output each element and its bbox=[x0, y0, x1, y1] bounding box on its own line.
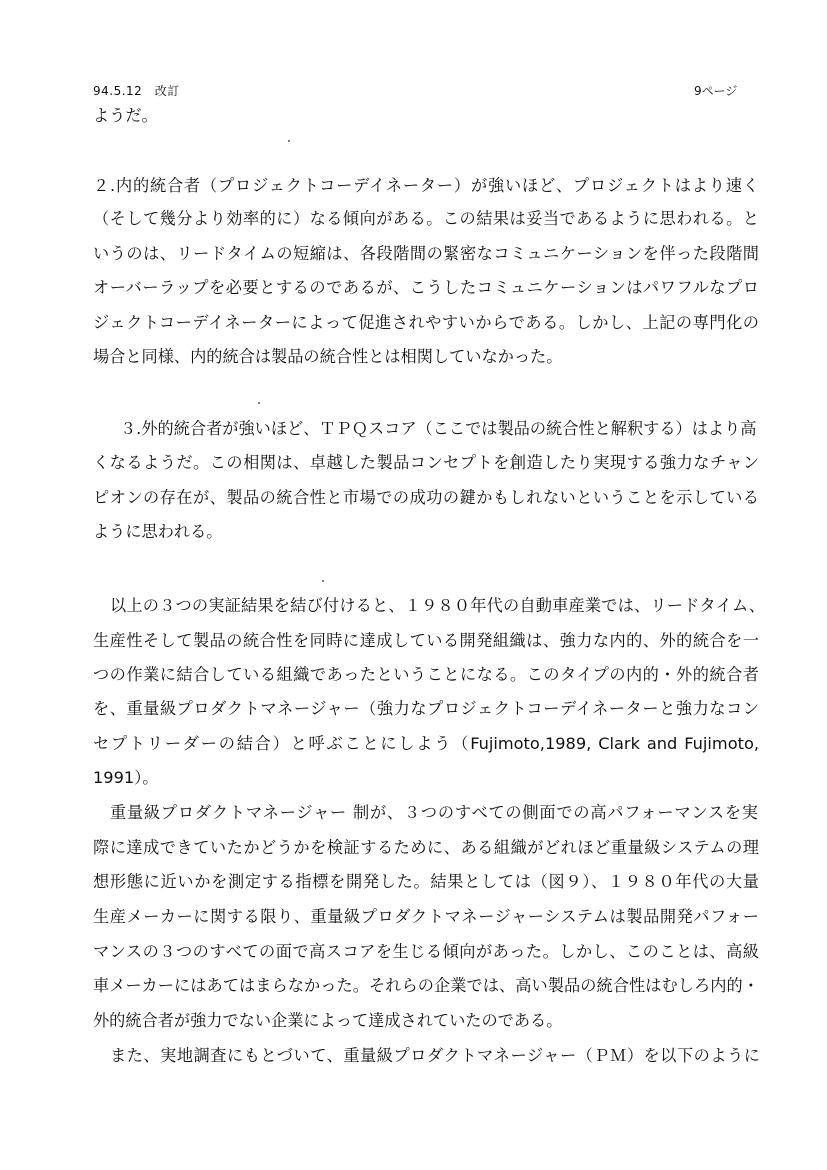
revision-date: 94.5.12 改訂 bbox=[93, 84, 180, 98]
scan-speck bbox=[322, 580, 324, 582]
text-line: つの作業に結合している組織であったということになる。このタイプの内的・外的統合者 bbox=[93, 665, 759, 684]
page-number: 9ページ bbox=[694, 84, 738, 98]
scan-speck bbox=[288, 140, 290, 142]
text-line: ようだ。 bbox=[93, 106, 158, 125]
text-line: 重量級プロダクトマネージャー 制が、３つのすべての側面での高パフォーマンスを実 bbox=[110, 803, 758, 822]
text-line: 外的統合者が強力でない企業によって達成されていたのである。 bbox=[93, 1011, 563, 1030]
scan-speck bbox=[258, 402, 260, 404]
text-line: 際に達成できていたかどうかを検証するために、ある組織がどれほど重量級システムの理 bbox=[93, 838, 759, 857]
text-line: 想形態に近いかを測定する指標を開発した。結果としては（図９）、１９８０年代の大量 bbox=[93, 872, 759, 891]
text-line: ２.内的統合者（プロジェクトコーデイネーター）が強いほど、プロジェクトはより速く bbox=[93, 176, 759, 195]
text-line: 生産メーカーに関する限り、重量級プロダクトマネージャーシステムは製品開発パフォー bbox=[93, 907, 759, 926]
text-line: また、実地調査にもとづいて、重量級プロダクトマネージャー（ＰＭ）を以下のように bbox=[110, 1046, 760, 1065]
text-line: 以上の３つの実証結果を結び付けると、１９８０年代の自動車産業では、リードタイム、 bbox=[110, 596, 765, 615]
text-line: マンスの３つのすべての面で高スコアを生じる傾向があった。しかし、このことは、高級 bbox=[93, 942, 759, 961]
text-line: ３.外的統合者が強いほど、ＴＰＱスコア（ここでは製品の統合性と解釈する）はより高 bbox=[120, 419, 757, 438]
text-line: オーバーラップを必要とするのであるが、こうしたコミュニケーションはパワフルなプロ bbox=[93, 278, 759, 297]
text-line: ピオンの存在が、製品の統合性と市場での成功の鍵かもしれないということを示している bbox=[93, 488, 759, 507]
text-line: を、重量級プロダクトマネージャー（強力なプロジェクトコーデイネーターと強力なコン bbox=[93, 699, 759, 718]
text-line: くなるようだ。この相関は、卓越した製品コンセプトを創造したり実現する強力なチャン bbox=[93, 453, 759, 472]
text-line: 車メーカーにはあてはまらなかった。それらの企業では、高い製品の統合性はむしろ内的・ bbox=[93, 976, 759, 995]
text-line: 生産性そして製品の統合性を同時に達成している開発組織は、強力な内的、外的統合を一 bbox=[93, 631, 759, 650]
text-line: いうのは、リードタイムの短縮は、各段階間の緊密なコミュニケーションを伴った段階間 bbox=[93, 244, 759, 263]
text-line: 場合と同様、内的統合は製品の統合性とは相関していなかった。 bbox=[93, 347, 563, 366]
text-line: （そして幾分より効率的に）なる傾向がある。この結果は妥当であるように思われる。と bbox=[93, 209, 759, 228]
text-line: ように思われる。 bbox=[93, 522, 223, 541]
text-line: ジェクトコーデイネーターによって促進されやすいからである。しかし、上記の専門化の bbox=[93, 313, 759, 332]
text-line: 1991）。 bbox=[93, 768, 159, 787]
text-line: セプトリーダーの結合）と呼ぶことにしよう（Fujimoto,1989, Clark and Fujimoto, bbox=[93, 734, 759, 753]
